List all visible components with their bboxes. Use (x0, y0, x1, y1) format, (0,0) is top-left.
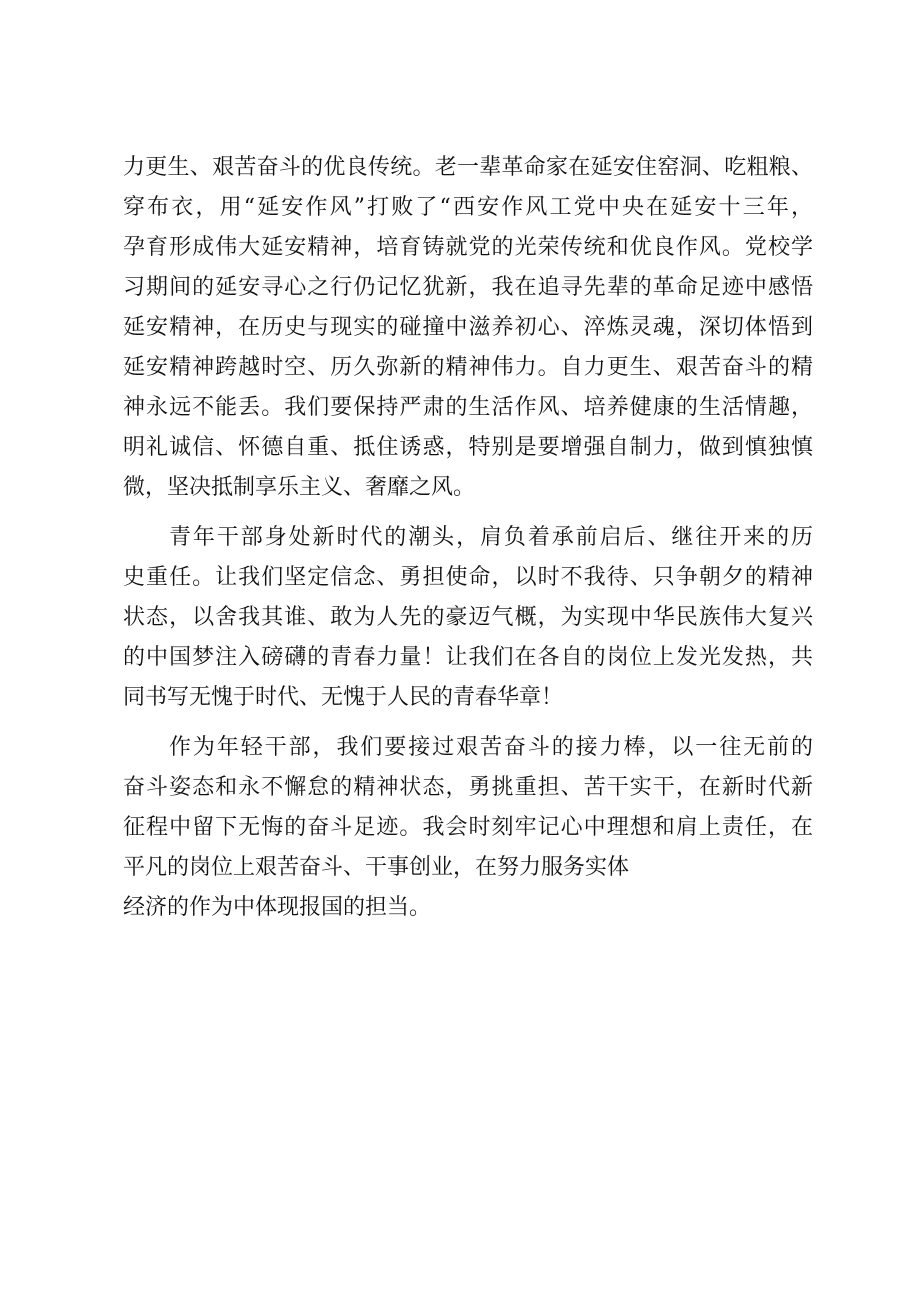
paragraph-line: 习期间的延安寻心之行仍记忆犹新，我在追寻先辈的革命足迹中感悟 (123, 275, 813, 300)
paragraph-line: 明礼诚信、怀德自重、抵住诱惑，特别是要增强自制力，做到慎独慎 (123, 435, 813, 460)
paragraph-line: 青年干部身处新时代的潮头，肩负着承前启后、继往开来的历 (169, 525, 813, 550)
paragraph-1 (123, 148, 813, 508)
paragraph-line: 孕育形成伟大延安精神，培育铸就党的光荣传统和优良作风。党校学 (123, 235, 813, 260)
paragraph-3 (123, 728, 813, 928)
paragraph-line: 穿布衣，用“延安作风”打败了“西安作风工党中央在延安十三年， (123, 195, 813, 220)
paragraph-line: 经济的作为中体现报国的担当。 (123, 895, 432, 920)
document-body (123, 148, 813, 928)
paragraph-gap (123, 508, 813, 518)
paragraph-line: 史重任。让我们坚定信念、勇担使命，以时不我待、只争朝夕的精神 (123, 565, 813, 590)
paragraph-line: 延安精神跨越时空、历久弥新的精神伟力。自力更生、艰苦奋斗的精 (123, 355, 813, 380)
paragraph-2 (123, 518, 813, 718)
paragraph-line: 平凡的岗位上艰苦奋斗、干事创业，在努力服务实体 (123, 855, 630, 880)
paragraph-line: 延安精神，在历史与现实的碰撞中滋养初心、淬炼灵魂，深切体悟到 (123, 315, 813, 340)
paragraph-line: 微，坚决抵制享乐主义、奢靡之风。 (123, 475, 476, 500)
paragraph-gap (123, 718, 813, 728)
paragraph-line: 的中国梦注入磅礴的青春力量！让我们在各自的岗位上发光发热，共 (123, 645, 813, 670)
paragraph-line: 状态，以舍我其谁、敢为人先的豪迈气概，为实现中华民族伟大复兴 (123, 605, 813, 630)
paragraph-line: 神永远不能丢。我们要保持严肃的生活作风、培养健康的生活情趣， (123, 395, 813, 420)
paragraph-line: 同书写无愧于时代、无愧于人民的青春华章！ (123, 685, 564, 710)
paragraph-line: 力更生、艰苦奋斗的优良传统。老一辈革命家在延安住窑洞、吃粗粮、 (123, 155, 813, 180)
paragraph-line: 作为年轻干部，我们要接过艰苦奋斗的接力棒，以一往无前的 (169, 735, 813, 760)
paragraph-line: 奋斗姿态和永不懈怠的精神状态，勇挑重担、苦干实干，在新时代新 (123, 775, 813, 800)
paragraph-line: 征程中留下无悔的奋斗足迹。我会时刻牢记心中理想和肩上责任，在 (123, 815, 813, 840)
